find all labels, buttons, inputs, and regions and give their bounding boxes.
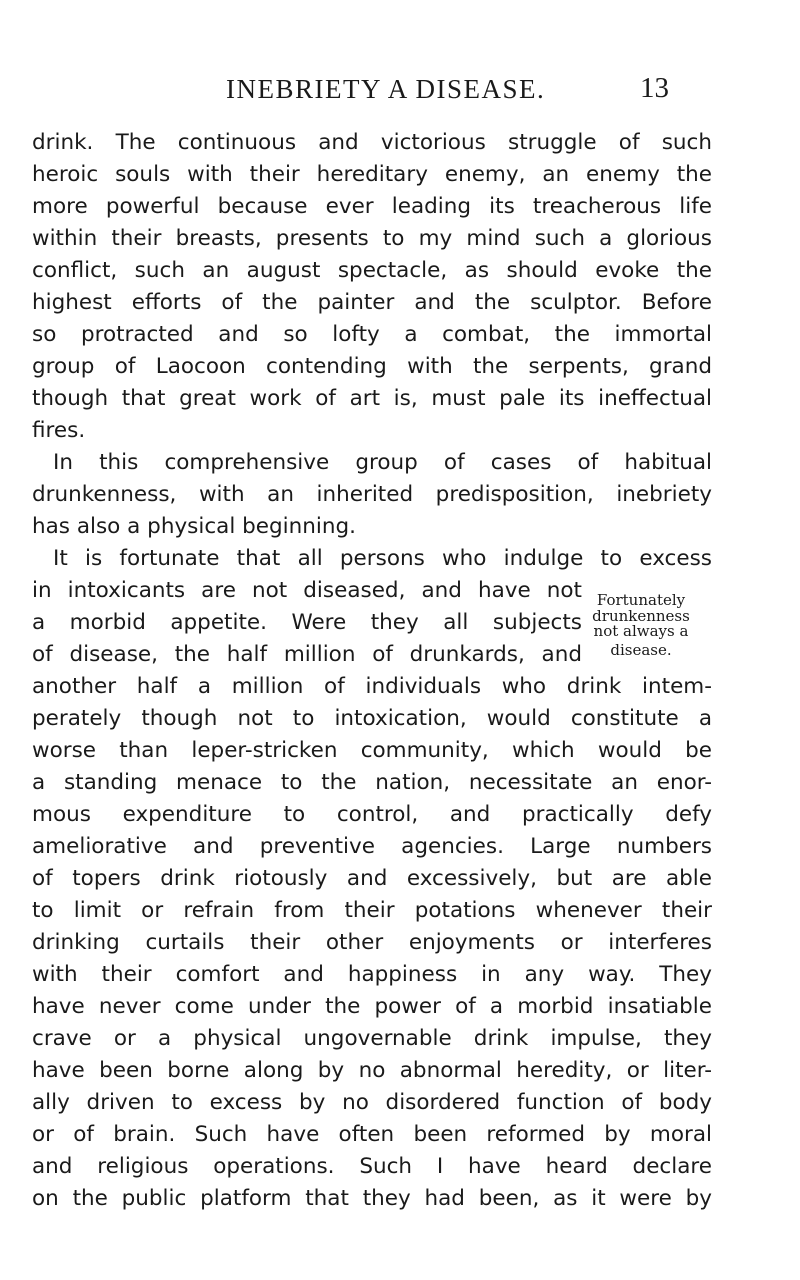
text-line: conflict, such an august spectacle, as should evoke the (32, 258, 712, 283)
text-line: with their comfort and happiness in any way. They (32, 962, 712, 987)
text-line: and religious operations. Such I have heard declare (32, 1154, 712, 1179)
text-line: to limit or refrain from their potations whenever their (32, 898, 712, 923)
running-title: INEBRIETY A DISEASE. (226, 74, 546, 104)
text-line: a morbid appetite. Were they all subjects (32, 610, 582, 635)
text-line: a standing menace to the nation, necessitate an enor- (32, 770, 712, 795)
text-line: though that great work of art is, must pale its ineffectual (32, 386, 712, 411)
text-line: worse than leper-stricken community, which would be (32, 738, 712, 763)
text-line: on the public platform that they had been, as it were by (32, 1186, 712, 1211)
text-line: heroic souls with their hereditary enemy, an enemy the (32, 162, 712, 187)
margin-note-line: drunkenness (592, 607, 690, 625)
text-line: fires. (32, 418, 86, 443)
text-line: so protracted and so lofty a combat, the immortal (32, 322, 712, 347)
margin-note-line: disease. (610, 641, 672, 659)
text-line: In this comprehensive group of cases of habitual (53, 450, 712, 475)
text-line: group of Laocoon contending with the serpents, grand (32, 354, 712, 379)
text-line: have never come under the power of a morbid insatiable (32, 994, 712, 1019)
text-line: or of brain. Such have often been reformed by moral (32, 1122, 712, 1147)
text-line: in intoxicants are not diseased, and have not (32, 578, 582, 603)
text-line: ally driven to excess by no disordered function of body (32, 1090, 712, 1115)
text-line: mous expenditure to control, and practically defy (32, 802, 712, 827)
text-line: crave or a physical ungovernable drink impulse, they (32, 1026, 712, 1051)
text-line: more powerful because ever leading its treacherous life (32, 194, 712, 219)
text-line: It is fortunate that all persons who indulge to excess (53, 546, 712, 571)
page-number: 13 (640, 72, 669, 104)
text-line: has also a physical beginning. (32, 514, 356, 539)
text-line: of disease, the half million of drunkards, and (32, 642, 582, 667)
text-line: drinking curtails their other enjoyments or interferes (32, 930, 712, 955)
text-line: another half a million of individuals who drink intem- (32, 674, 712, 699)
text-line: ameliorative and preventive agencies. Large numbers (32, 834, 712, 859)
text-line: of topers drink riotously and excessively, but are able (32, 866, 712, 891)
margin-note-line: not always a (593, 622, 689, 640)
text-line: highest efforts of the painter and the sculptor. Before (32, 290, 712, 315)
text-line: perately though not to intoxication, would constitute a (32, 706, 712, 731)
text-line: drink. The continuous and victorious struggle of such (32, 130, 712, 155)
margin-note-line: Fortunately (596, 591, 686, 609)
text-line: have been borne along by no abnormal heredity, or liter- (32, 1058, 712, 1083)
text-line: within their breasts, presents to my mind such a glorious (32, 226, 712, 251)
text-line: drunkenness, with an inherited predisposition, inebriety (32, 482, 712, 507)
running-head (0, 74, 800, 114)
